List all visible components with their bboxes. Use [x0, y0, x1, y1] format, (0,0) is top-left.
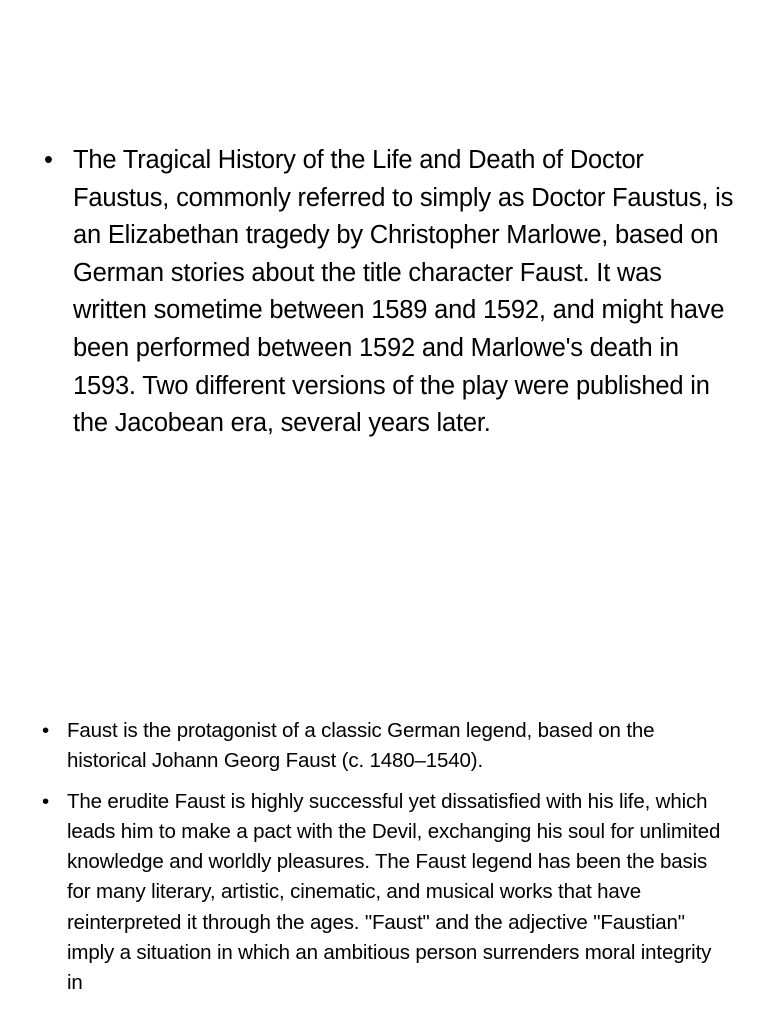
bullet-text: The Tragical History of the Life and Death of Doctor Faustus, commonly referred to simply as Doctor Faustus, is an Elizabethan tragedy by Christopher Marlowe, based on German stories about the title character Faust. It was written sometime between 1589 and 1592, and might have been performed between 1592 and Marlowe's death in 1593. Two different versions of the play were published in the Jacobean era, several years later.: [73, 146, 734, 438]
bullet-icon: •: [42, 719, 50, 742]
bullet-item: [44, 142, 734, 443]
bullet-icon: •: [42, 789, 50, 813]
slide-2-body: [42, 716, 732, 999]
bullet-text: The erudite Faust is highly successful yet dissatisfied with his life, which leads him to make a pact with the Devil, exchanging his soul for unlimited knowledge and worldly pleasures. The Faust legend has been the basis for many literary, artistic, cinematic, and musical works that have reinterpreted it through the ages. "Faust" and the adjective "Faustian" imply a situation in which an ambitious person surrenders moral integrity in: [67, 789, 721, 995]
bullet-icon: •: [44, 146, 53, 174]
bullet-text: Faust is the protagonist of a classic German legend, based on the historical Johann Georg Faust (c. 1480–1540).: [67, 719, 655, 773]
bullet-item: [42, 716, 732, 777]
slide-1-body: [44, 142, 734, 443]
bullet-item: [42, 787, 732, 999]
